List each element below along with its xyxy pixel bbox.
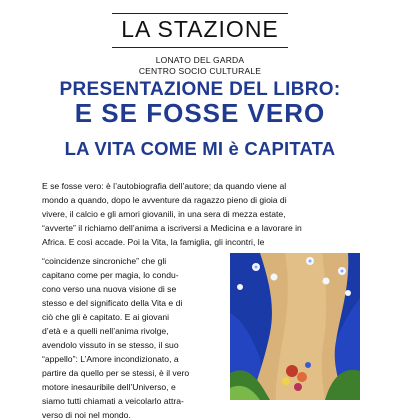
body-line: “appello”: L’Amore incondizionato, a: [42, 354, 179, 364]
body-line: mondo a quando, dopo le avventure da ragazzo pieno di gioia di: [42, 195, 287, 205]
title-book: E SE FOSSE VERO: [74, 98, 326, 128]
logo-rule-top: [112, 13, 288, 14]
body-line: “coincidenze sincroniche” che gli: [42, 256, 167, 266]
title-presentation: PRESENTAZIONE DEL LIBRO:: [59, 79, 341, 100]
body-line: capitano come per magia, lo condu-: [42, 270, 179, 280]
body-line: stesso e del significato della Vita e di: [42, 298, 183, 308]
subtitle-location: LONATO DEL GARDA: [155, 55, 245, 65]
body-line: d’età e a quelli nell’anima rivolge,: [42, 326, 169, 336]
body-line: avendolo vissuto in se stesso, il suo: [42, 340, 179, 350]
body-line: ciò che gli è capitato. E ai giovani: [42, 312, 170, 322]
logo: LA STAZIONE: [121, 16, 279, 42]
body-line: E se fosse vero: è l’autobiografia dell’autore; da quando viene al: [42, 181, 287, 191]
body-line: cono verso una nuova visione di se: [42, 284, 177, 294]
body-line: motore inesauribile dell’Universo, e: [42, 382, 176, 392]
body-line: “avverte” il richiamo dell’anima a iscriversi a Medicina e a lavorare in: [42, 223, 302, 233]
body-line: vivere, il calcio e gli amori giovanili, in una sera di mezza estate,: [42, 209, 286, 219]
body-line: Africa. E così accade. Poi la Vita, la famiglia, gli incontri, le: [42, 237, 265, 247]
logo-rule-bottom: [112, 47, 288, 48]
title-subtitle: LA VITA COME MI è CAPITATA: [64, 138, 336, 159]
subtitle-center: CENTRO SOCIO CULTURALE: [138, 66, 262, 76]
body-line: siamo tutti chiamati a veicolarlo attra-: [42, 396, 184, 406]
body-line: partire da quello per se stessi, è il vero: [42, 368, 190, 378]
body-line: verso di noi nel mondo.: [42, 410, 131, 420]
painting-image: [230, 253, 360, 400]
